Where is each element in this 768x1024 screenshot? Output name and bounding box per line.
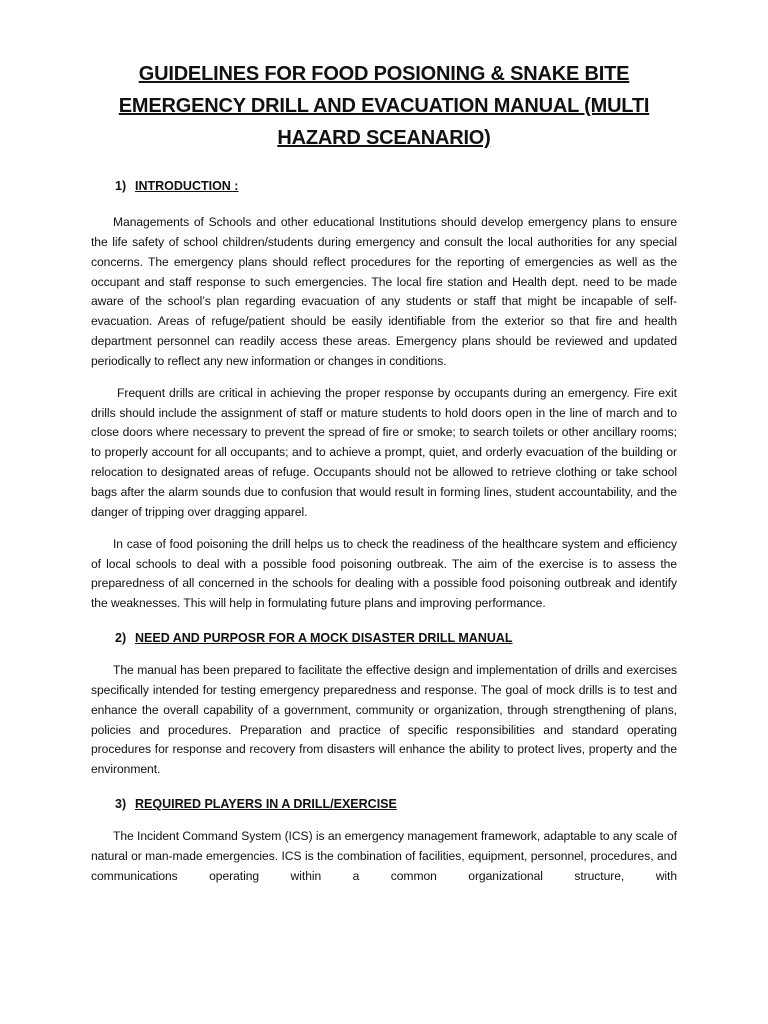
paragraph: The Incident Command System (ICS) is an emergency management framework, adaptable to any scale of natural or man-made emergencies. ICS is the combination of facilities, equipment, personnel, procedures, and communications operating within a common organizational structure, with	[91, 829, 677, 883]
paragraph: In case of food poisoning the drill helps us to check the readiness of the healthcare system and efficiency of local schools to deal with a possible food poisoning outbreak. The aim of the exercise is to assess the preparedness of all concerned in the schools for dealing with a possible food poisoning outbreak and identify the weaknesses. This will help in formulating future plans and improving performance.	[91, 536, 677, 611]
paragraph: Frequent drills are critical in achieving the proper response by occupants during an emergency. Fire exit drills should include the assignment of staff or mature students to hold doors open in the line of march and to close doors where necessary to prevent the spread of fire or smoke; to search toilets or other ancillary rooms; to properly account for all occupants; and to achieve a prompt, quiet, and orderly evacuation of the building or relocation to designated areas of refuge. Occupants should not be allowed to retrieve clothing or take school bags after the alarm sounds due to confusion that would result in forming lines, student accountability, and the danger of tripping over dragging apparel.	[91, 385, 677, 519]
section-number: 1)	[115, 179, 127, 193]
document-title: GUIDELINES FOR FOOD POSIONING & SNAKE BITE EMERGENCY DRILL AND EVACUATION MANUAL (MULTI HAZARD SCEANARIO)	[118, 63, 650, 149]
section-number: 2)	[115, 631, 127, 646]
section-title: REQUIRED PLAYERS IN A DRILL/EXERCISE	[135, 797, 397, 812]
section-title: INTRODUCTION :	[135, 179, 239, 193]
section-heading-required-players	[91, 794, 677, 814]
section-heading-need-and-purpose	[91, 628, 677, 648]
paragraph: Managements of Schools and other educational Institutions should develop emergency plans to ensure the life safety of school children/students during emergency and consult the local authorities for any special concerns. The emergency plans should reflect procedures for the reporting of emergencies as well as the occupant and staff response to such emergencies. The local fire station and Health dept. need to be made aware of the school’s plan regarding evacuation of any students or staff that might be incapable of self-evacuation. Areas of refuge/patient should be easily identifiable from the exterior so that fire and health department personnel can readily access these areas. Emergency plans should be reviewed and updated periodically to reflect any new information or changes in conditions.	[91, 215, 677, 368]
section-heading-introduction	[91, 176, 677, 196]
paragraph: The manual has been prepared to facilitate the effective design and implementation of drills and exercises specifically intended for testing emergency preparedness and response. The goal of mock drills is to test and enhance the overall capability of a government, community or organization, through strengthening of plans, policies and procedures. Preparation and practice of specific responsibilities and standard operating procedures for response and recovery from disasters will enhance the ability to protect lives, property and the environment.	[91, 663, 677, 777]
section-number: 3)	[115, 797, 127, 812]
section-title: NEED AND PURPOSR FOR A MOCK DISASTER DRILL MANUAL	[135, 631, 513, 646]
